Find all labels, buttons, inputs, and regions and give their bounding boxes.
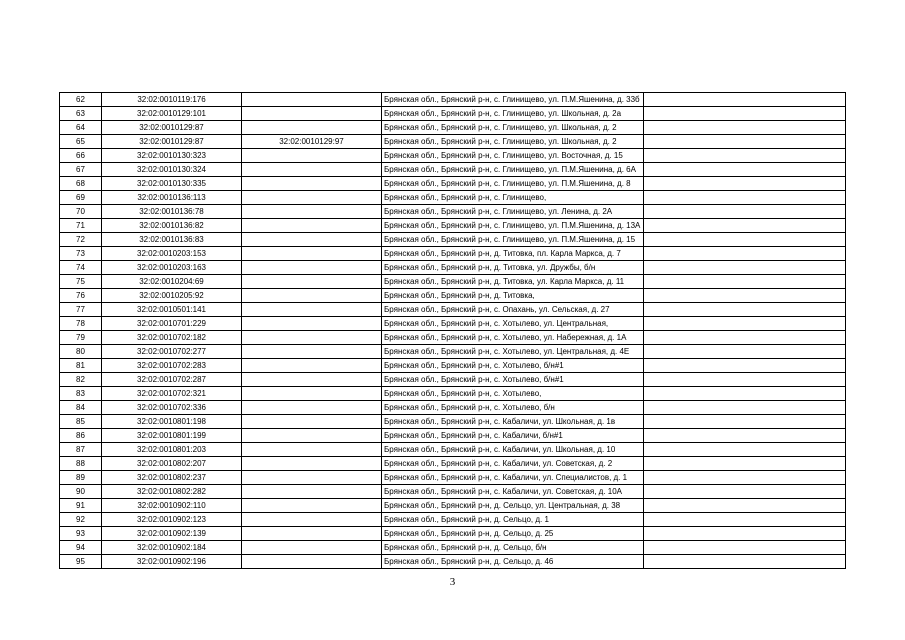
previous-cadastral-number-cell (242, 149, 382, 163)
address-cell: Брянская обл., Брянский р-н, с. Кабаличи, ул. Советская, д. 10А (382, 485, 644, 499)
address-cell: Брянская обл., Брянский р-н, с. Кабаличи, ул. Школьная, д. 1в (382, 415, 644, 429)
empty-cell (644, 289, 846, 303)
previous-cadastral-number-cell (242, 121, 382, 135)
cadastral-number-cell: 32:02:0010136:83 (102, 233, 242, 247)
empty-cell (644, 387, 846, 401)
table-row (60, 527, 846, 541)
row-number-cell: 76 (60, 289, 102, 303)
cadastral-number-cell: 32:02:0010129:101 (102, 107, 242, 121)
previous-cadastral-number-cell (242, 233, 382, 247)
row-number-cell: 67 (60, 163, 102, 177)
cadastral-number-cell: 32:02:0010902:196 (102, 555, 242, 569)
row-number-cell: 62 (60, 93, 102, 107)
table-row (60, 387, 846, 401)
table-row (60, 317, 846, 331)
row-number-cell: 79 (60, 331, 102, 345)
row-number-cell: 81 (60, 359, 102, 373)
previous-cadastral-number-cell (242, 317, 382, 331)
row-number-cell: 82 (60, 373, 102, 387)
cadastral-number-cell: 32:02:0010702:321 (102, 387, 242, 401)
address-cell: Брянская обл., Брянский р-н, с. Глинищево, ул. Ленина, д. 2А (382, 205, 644, 219)
previous-cadastral-number-cell (242, 555, 382, 569)
address-cell: Брянская обл., Брянский р-н, с. Хотылево, б/н#1 (382, 373, 644, 387)
address-cell: Брянская обл., Брянский р-н, с. Хотылево, ул. Набережная, д. 1А (382, 331, 644, 345)
address-cell: Брянская обл., Брянский р-н, с. Глинищево, ул. П.М.Яшенина, д. 13А (382, 219, 644, 233)
cadastral-number-cell: 32:02:0010902:184 (102, 541, 242, 555)
row-number-cell: 87 (60, 443, 102, 457)
row-number-cell: 75 (60, 275, 102, 289)
empty-cell (644, 135, 846, 149)
previous-cadastral-number-cell (242, 359, 382, 373)
row-number-cell: 84 (60, 401, 102, 415)
empty-cell (644, 303, 846, 317)
cadastral-number-cell: 32:02:0010119:176 (102, 93, 242, 107)
row-number-cell: 94 (60, 541, 102, 555)
table-row (60, 429, 846, 443)
empty-cell (644, 555, 846, 569)
table-row (60, 555, 846, 569)
empty-cell (644, 457, 846, 471)
row-number-cell: 70 (60, 205, 102, 219)
table-row (60, 275, 846, 289)
previous-cadastral-number-cell: 32:02:0010129:97 (242, 135, 382, 149)
table-row (60, 135, 846, 149)
address-cell: Брянская обл., Брянский р-н, с. Опахань, ул. Сельская, д. 27 (382, 303, 644, 317)
address-cell: Брянская обл., Брянский р-н, с. Глинищево, ул. П.М.Яшенина, д. 15 (382, 233, 644, 247)
empty-cell (644, 219, 846, 233)
row-number-cell: 64 (60, 121, 102, 135)
previous-cadastral-number-cell (242, 387, 382, 401)
previous-cadastral-number-cell (242, 107, 382, 121)
cadastral-number-cell: 32:02:0010802:237 (102, 471, 242, 485)
address-cell: Брянская обл., Брянский р-н, д. Сельцо, д. 46 (382, 555, 644, 569)
table-row (60, 261, 846, 275)
previous-cadastral-number-cell (242, 345, 382, 359)
previous-cadastral-number-cell (242, 541, 382, 555)
row-number-cell: 66 (60, 149, 102, 163)
table-row (60, 373, 846, 387)
address-cell: Брянская обл., Брянский р-н, с. Кабаличи, б/н#1 (382, 429, 644, 443)
previous-cadastral-number-cell (242, 275, 382, 289)
previous-cadastral-number-cell (242, 499, 382, 513)
cadastral-number-cell: 32:02:0010203:153 (102, 247, 242, 261)
row-number-cell: 78 (60, 317, 102, 331)
cadastral-number-cell: 32:02:0010130:335 (102, 177, 242, 191)
table-row (60, 149, 846, 163)
row-number-cell: 69 (60, 191, 102, 205)
table-row (60, 443, 846, 457)
row-number-cell: 86 (60, 429, 102, 443)
row-number-cell: 80 (60, 345, 102, 359)
cadastral-number-cell: 32:02:0010902:110 (102, 499, 242, 513)
previous-cadastral-number-cell (242, 443, 382, 457)
row-number-cell: 89 (60, 471, 102, 485)
previous-cadastral-number-cell (242, 331, 382, 345)
address-cell: Брянская обл., Брянский р-н, с. Хотылево, ул. Центральная, д. 4Е (382, 345, 644, 359)
empty-cell (644, 513, 846, 527)
registry-table (59, 92, 846, 569)
empty-cell (644, 177, 846, 191)
cadastral-number-cell: 32:02:0010702:287 (102, 373, 242, 387)
table-row (60, 457, 846, 471)
empty-cell (644, 121, 846, 135)
table-row (60, 289, 846, 303)
previous-cadastral-number-cell (242, 471, 382, 485)
address-cell: Брянская обл., Брянский р-н, с. Хотылево, б/н (382, 401, 644, 415)
empty-cell (644, 191, 846, 205)
cadastral-number-cell: 32:02:0010801:203 (102, 443, 242, 457)
row-number-cell: 73 (60, 247, 102, 261)
address-cell: Брянская обл., Брянский р-н, д. Титовка, (382, 289, 644, 303)
address-cell: Брянская обл., Брянский р-н, с. Кабаличи, ул. Советская, д. 2 (382, 457, 644, 471)
table-row (60, 205, 846, 219)
previous-cadastral-number-cell (242, 373, 382, 387)
cadastral-number-cell: 32:02:0010129:87 (102, 135, 242, 149)
address-cell: Брянская обл., Брянский р-н, с. Глинищево, ул. Восточная, д. 15 (382, 149, 644, 163)
row-number-cell: 74 (60, 261, 102, 275)
cadastral-number-cell: 32:02:0010129:87 (102, 121, 242, 135)
row-number-cell: 93 (60, 527, 102, 541)
address-cell: Брянская обл., Брянский р-н, с. Глинищево, ул. Школьная, д. 2 (382, 121, 644, 135)
address-cell: Брянская обл., Брянский р-н, с. Глинищево, ул. П.М.Яшенина, д. 33б (382, 93, 644, 107)
address-cell: Брянская обл., Брянский р-н, с. Глинищево, ул. П.М.Яшенина, д. 8 (382, 177, 644, 191)
previous-cadastral-number-cell (242, 457, 382, 471)
cadastral-number-cell: 32:02:0010802:207 (102, 457, 242, 471)
table-row (60, 513, 846, 527)
empty-cell (644, 149, 846, 163)
cadastral-number-cell: 32:02:0010136:78 (102, 205, 242, 219)
empty-cell (644, 485, 846, 499)
empty-cell (644, 345, 846, 359)
table-row (60, 345, 846, 359)
cadastral-number-cell: 32:02:0010802:282 (102, 485, 242, 499)
table-row (60, 247, 846, 261)
row-number-cell: 95 (60, 555, 102, 569)
previous-cadastral-number-cell (242, 415, 382, 429)
row-number-cell: 92 (60, 513, 102, 527)
address-cell: Брянская обл., Брянский р-н, д. Сельцо, ул. Центральная, д. 38 (382, 499, 644, 513)
empty-cell (644, 359, 846, 373)
cadastral-number-cell: 32:02:0010130:324 (102, 163, 242, 177)
cadastral-number-cell: 32:02:0010801:199 (102, 429, 242, 443)
row-number-cell: 71 (60, 219, 102, 233)
table-row (60, 499, 846, 513)
table-row (60, 303, 846, 317)
empty-cell (644, 205, 846, 219)
address-cell: Брянская обл., Брянский р-н, д. Титовка, ул. Дружбы, б/н (382, 261, 644, 275)
previous-cadastral-number-cell (242, 219, 382, 233)
row-number-cell: 88 (60, 457, 102, 471)
table-row (60, 415, 846, 429)
empty-cell (644, 443, 846, 457)
row-number-cell: 68 (60, 177, 102, 191)
previous-cadastral-number-cell (242, 289, 382, 303)
cadastral-number-cell: 32:02:0010204:69 (102, 275, 242, 289)
empty-cell (644, 233, 846, 247)
address-cell: Брянская обл., Брянский р-н, с. Глинищево, ул. П.М.Яшенина, д. 6А (382, 163, 644, 177)
address-cell: Брянская обл., Брянский р-н, с. Хотылево, (382, 387, 644, 401)
cadastral-number-cell: 32:02:0010702:283 (102, 359, 242, 373)
cadastral-number-cell: 32:02:0010136:82 (102, 219, 242, 233)
table-row (60, 191, 846, 205)
empty-cell (644, 261, 846, 275)
address-cell: Брянская обл., Брянский р-н, с. Глинищево, (382, 191, 644, 205)
table-row (60, 485, 846, 499)
previous-cadastral-number-cell (242, 303, 382, 317)
empty-cell (644, 429, 846, 443)
row-number-cell: 85 (60, 415, 102, 429)
empty-cell (644, 471, 846, 485)
cadastral-number-cell: 32:02:0010902:123 (102, 513, 242, 527)
empty-cell (644, 331, 846, 345)
cadastral-number-cell: 32:02:0010702:277 (102, 345, 242, 359)
empty-cell (644, 499, 846, 513)
row-number-cell: 90 (60, 485, 102, 499)
empty-cell (644, 317, 846, 331)
address-cell: Брянская обл., Брянский р-н, с. Глинищево, ул. Школьная, д. 2а (382, 107, 644, 121)
previous-cadastral-number-cell (242, 527, 382, 541)
previous-cadastral-number-cell (242, 177, 382, 191)
previous-cadastral-number-cell (242, 513, 382, 527)
cadastral-number-cell: 32:02:0010205:92 (102, 289, 242, 303)
empty-cell (644, 401, 846, 415)
empty-cell (644, 107, 846, 121)
address-cell: Брянская обл., Брянский р-н, с. Кабаличи, ул. Школьная, д. 10 (382, 443, 644, 457)
address-cell: Брянская обл., Брянский р-н, с. Кабаличи, ул. Специалистов, д. 1 (382, 471, 644, 485)
empty-cell (644, 415, 846, 429)
table-row (60, 541, 846, 555)
cadastral-number-cell: 32:02:0010130:323 (102, 149, 242, 163)
row-number-cell: 91 (60, 499, 102, 513)
cadastral-number-cell: 32:02:0010801:198 (102, 415, 242, 429)
previous-cadastral-number-cell (242, 485, 382, 499)
table-row (60, 163, 846, 177)
address-cell: Брянская обл., Брянский р-н, с. Хотылево, ул. Центральная, (382, 317, 644, 331)
row-number-cell: 63 (60, 107, 102, 121)
page-number: 3 (449, 576, 456, 588)
cadastral-number-cell: 32:02:0010501:141 (102, 303, 242, 317)
empty-cell (644, 373, 846, 387)
table-row (60, 471, 846, 485)
empty-cell (644, 93, 846, 107)
empty-cell (644, 275, 846, 289)
table-row (60, 359, 846, 373)
row-number-cell: 72 (60, 233, 102, 247)
cadastral-number-cell: 32:02:0010136:113 (102, 191, 242, 205)
address-cell: Брянская обл., Брянский р-н, д. Сельцо, б/н (382, 541, 644, 555)
previous-cadastral-number-cell (242, 401, 382, 415)
previous-cadastral-number-cell (242, 261, 382, 275)
address-cell: Брянская обл., Брянский р-н, д. Сельцо, д. 1 (382, 513, 644, 527)
cadastral-number-cell: 32:02:0010203:163 (102, 261, 242, 275)
table-row (60, 93, 846, 107)
previous-cadastral-number-cell (242, 429, 382, 443)
cadastral-number-cell: 32:02:0010702:336 (102, 401, 242, 415)
cadastral-number-cell: 32:02:0010902:139 (102, 527, 242, 541)
row-number-cell: 83 (60, 387, 102, 401)
empty-cell (644, 527, 846, 541)
empty-cell (644, 163, 846, 177)
table-row (60, 233, 846, 247)
address-cell: Брянская обл., Брянский р-н, с. Глинищево, ул. Школьная, д. 2 (382, 135, 644, 149)
address-cell: Брянская обл., Брянский р-н, д. Титовка, пл. Карла Маркса, д. 7 (382, 247, 644, 261)
previous-cadastral-number-cell (242, 205, 382, 219)
address-cell: Брянская обл., Брянский р-н, д. Сельцо, д. 25 (382, 527, 644, 541)
empty-cell (644, 247, 846, 261)
registry-table-body (60, 93, 846, 569)
cadastral-number-cell: 32:02:0010701:229 (102, 317, 242, 331)
table-row (60, 219, 846, 233)
table-row (60, 121, 846, 135)
empty-cell (644, 541, 846, 555)
table-row (60, 107, 846, 121)
row-number-cell: 77 (60, 303, 102, 317)
cadastral-number-cell: 32:02:0010702:182 (102, 331, 242, 345)
table-row (60, 331, 846, 345)
previous-cadastral-number-cell (242, 191, 382, 205)
table-row (60, 177, 846, 191)
table-row (60, 401, 846, 415)
previous-cadastral-number-cell (242, 247, 382, 261)
row-number-cell: 65 (60, 135, 102, 149)
previous-cadastral-number-cell (242, 163, 382, 177)
address-cell: Брянская обл., Брянский р-н, д. Титовка, ул. Карла Маркса, д. 11 (382, 275, 644, 289)
address-cell: Брянская обл., Брянский р-н, с. Хотылево, б/н#1 (382, 359, 644, 373)
previous-cadastral-number-cell (242, 93, 382, 107)
